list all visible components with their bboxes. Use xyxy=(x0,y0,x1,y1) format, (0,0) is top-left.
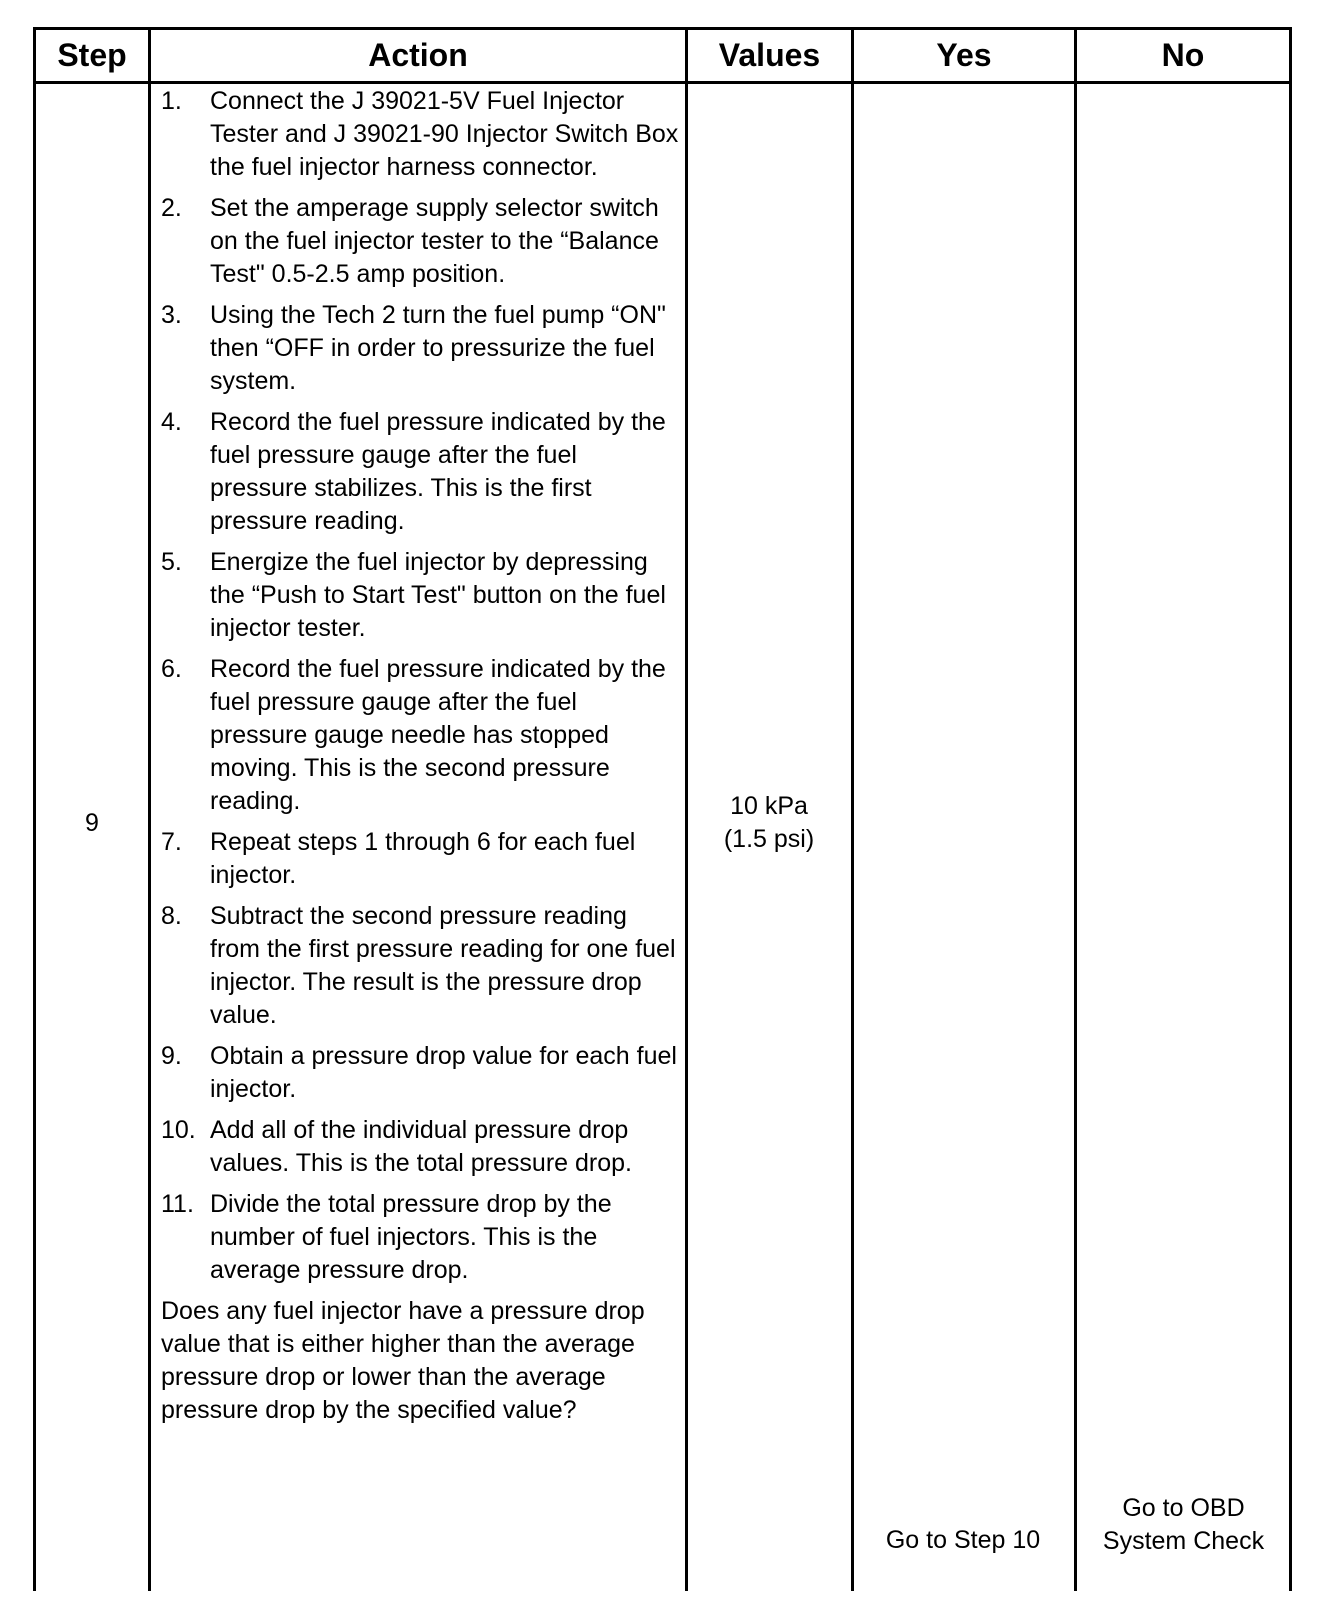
no-outcome-line2: System Check xyxy=(1102,1527,1265,1555)
no-cell xyxy=(1077,1492,1290,1558)
action-step-number: 5. xyxy=(161,548,182,576)
action-step xyxy=(161,900,681,1032)
action-step xyxy=(161,192,681,291)
no-outcome-line1: Go to OBD xyxy=(1122,1494,1245,1522)
action-step-number: 11. xyxy=(161,1190,194,1218)
action-step-number: 1. xyxy=(161,87,182,115)
header-step: Step xyxy=(57,37,127,73)
action-steps-list xyxy=(161,85,681,1287)
table-right-border xyxy=(1289,27,1292,1591)
action-step xyxy=(161,546,681,645)
header-divider xyxy=(33,81,1292,84)
action-step-text: Connect the J 39021-5V Fuel Injector Tester and J 39021-90 Injector Switch Box the fuel injector harness connector. xyxy=(210,87,679,181)
action-step-number: 8. xyxy=(161,902,182,930)
action-step-text: Record the fuel pressure indicated by the fuel pressure gauge after the fuel pressure gauge needle has stopped moving. This is the second pressure reading. xyxy=(210,655,666,815)
action-step-text: Using the Tech 2 turn the fuel pump “ON" then “OFF in order to pressurize the fuel system. xyxy=(210,301,666,395)
action-step-number: 2. xyxy=(161,194,182,222)
column-divider-step xyxy=(148,27,151,1591)
action-step-text: Set the amperage supply selector switch on the fuel injector tester to the “Balance Test" 0.5-2.5 amp position. xyxy=(210,194,659,288)
action-step-text: Energize the fuel injector by depressing the “Push to Start Test" button on the fuel injector tester. xyxy=(210,548,666,642)
value-kpa: 10 kPa xyxy=(730,792,808,820)
action-step-number: 10. xyxy=(161,1116,196,1144)
action-step-text: Obtain a pressure drop value for each fuel injector. xyxy=(210,1042,677,1103)
action-cell xyxy=(161,85,681,1427)
action-step-number: 6. xyxy=(161,655,182,683)
action-step-text: Divide the total pressure drop by the number of fuel injectors. This is the average pressure drop. xyxy=(210,1190,612,1284)
column-divider-values xyxy=(851,27,854,1591)
value-psi: (1.5 psi) xyxy=(723,825,815,853)
action-step xyxy=(161,826,681,892)
action-step-number: 9. xyxy=(161,1042,182,1070)
action-step-number: 4. xyxy=(161,408,182,436)
action-step-text: Subtract the second pressure reading from the first pressure reading for one fuel injector. The result is the pressure drop value. xyxy=(210,902,676,1029)
step-number: 9 xyxy=(85,809,99,837)
column-divider-yes xyxy=(1074,27,1077,1591)
action-step-text: Add all of the individual pressure drop values. This is the total pressure drop. xyxy=(210,1116,632,1177)
header-yes: Yes xyxy=(936,37,992,73)
header-action: Action xyxy=(368,37,468,73)
action-step-number: 7. xyxy=(161,828,182,856)
header-values: Values xyxy=(718,37,821,73)
action-step xyxy=(161,1114,681,1180)
action-step xyxy=(161,406,681,538)
action-step xyxy=(161,1040,681,1106)
action-step-text: Record the fuel pressure indicated by the fuel pressure gauge after the fuel pressure stabilizes. This is the first pressure reading. xyxy=(210,408,666,535)
header-no: No xyxy=(1161,37,1205,73)
action-step-text: Repeat steps 1 through 6 for each fuel injector. xyxy=(210,828,636,889)
yes-outcome: Go to Step 10 xyxy=(885,1526,1041,1554)
action-step xyxy=(161,653,681,818)
action-step-number: 3. xyxy=(161,301,182,329)
action-question: Does any fuel injector have a pressure drop value that is either higher than the average pressure drop or lower than the average pressure drop by the specified value? xyxy=(161,1297,645,1424)
action-step xyxy=(161,1188,681,1287)
action-step xyxy=(161,85,681,184)
yes-cell xyxy=(854,1524,1072,1557)
action-step xyxy=(161,299,681,398)
diagnostic-table xyxy=(33,27,1292,1591)
values-cell xyxy=(688,790,850,856)
